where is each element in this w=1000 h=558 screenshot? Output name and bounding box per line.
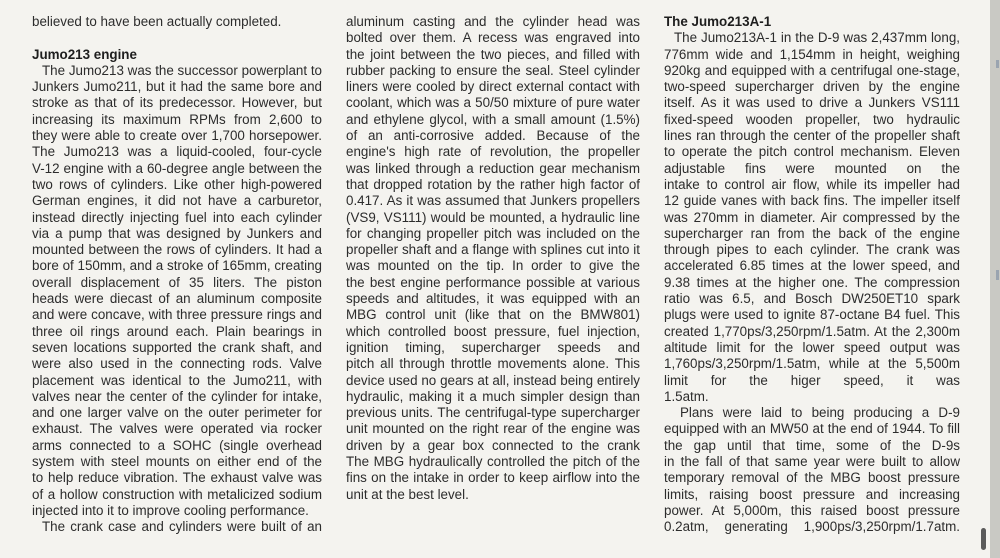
text-line: intake to control air flow, while its impeller had — [664, 176, 960, 192]
text-line: Junkers Jumo211, but it had the same bore and — [32, 79, 322, 95]
text-line: three oil rings around each. Plain bearings in — [32, 323, 322, 339]
text-line: mounted between the rows of cylinders. It had a — [32, 242, 322, 258]
text-line: arms connected to a SOHC (single overhead — [32, 437, 322, 453]
text-line: itself. As it was used to drive a Junkers VS111 — [664, 95, 960, 111]
text-line: fixed-speed wooden propeller, two hydraulic — [664, 111, 960, 127]
text-line: previous units. The centrifugal-type supercharger — [346, 405, 640, 421]
text-line: V-12 engine with a 60-degree angle between the — [32, 160, 322, 176]
text-line: 1.5atm. — [664, 388, 709, 404]
text-line: and were concave, with three pressure rings and — [32, 307, 322, 323]
text-line: The crank case and cylinders were built of an — [42, 519, 322, 535]
text-line: propeller shaft and a flange with splines cut into it — [346, 242, 640, 258]
text-line: unit mounted on the right rear of the engine was — [346, 421, 640, 437]
text-line: for changing propeller pitch was included on the — [346, 225, 640, 241]
text-line: were also used in the connecting rods. Valve — [32, 356, 322, 372]
text-line: of a hollow construction with metalicized sodium — [32, 486, 322, 502]
text-line: fins on the intake in order to keep airflow into the — [346, 470, 640, 486]
text-line: to help reduce vibration. The exhaust valve was — [32, 470, 322, 486]
text-line: 0.417. As it was assumed that Junkers propellers — [346, 193, 640, 209]
text-line: via a pump that was designed by Junkers and — [32, 225, 322, 241]
text-line: liners were cooled by direct external contact with — [346, 79, 640, 95]
text-line: The MBG hydraulically controlled the pitch of the — [346, 454, 640, 470]
text-line: injected into it to improve cooling performance. — [32, 502, 309, 518]
text-line: system with steel mounts on either end of the — [32, 454, 322, 470]
text-line: the best engine performance possible at various — [346, 274, 640, 290]
text-line: the gap until that time, some of the D-9s — [664, 437, 960, 453]
text-line: two-speed supercharger driven by the engine — [664, 79, 960, 95]
text-column-1 — [32, 14, 322, 536]
text-line: engine's high rate of revolution, the propeller — [346, 144, 640, 160]
text-line: was linked through a reduction gear mechanism — [346, 160, 640, 176]
text-line: 776mm wide and 1,154mm in height, weighing — [664, 46, 960, 62]
text-line: that dropped rotation by the rather high factor of — [346, 176, 640, 192]
section-heading: The Jumo213A-1 — [664, 14, 772, 29]
text-line: equipped with an MW50 at the end of 1944. To fill — [664, 421, 960, 437]
text-line: lines ran through the center of the propeller shaft — [664, 128, 960, 144]
edge-marker — [996, 60, 999, 68]
text-line: 12 guide vanes with back fins. The impeller itself — [664, 193, 960, 209]
text-line: rubber packing to ensure the seal. Steel cylinder — [346, 62, 640, 78]
text-line: which controlled boost pressure, fuel injection, — [346, 323, 640, 339]
text-line: The Jumo213 was the successor powerplant to — [42, 62, 322, 78]
text-line: stroke as that of its predecessor. However, but — [32, 95, 322, 111]
text-line: unit at the best level. — [346, 486, 469, 502]
text-line: ratio was 6.5, and Bosch DW250ET10 spark — [664, 291, 960, 307]
text-column-3 — [664, 14, 960, 536]
text-line: believed to have been actually completed. — [32, 14, 282, 29]
text-line: hydraulic, making it a much simpler design than — [346, 388, 640, 404]
text-line: heads were diecast of an aluminum composite — [32, 291, 322, 307]
text-line: in the fall of that same year were built to allow — [664, 454, 960, 470]
text-line: was mounted on the tip. In order to give the — [346, 258, 640, 274]
text-line: and one larger valve on the outer perimeter for — [32, 405, 322, 421]
text-line: The Jumo213A-1 in the D-9 was 2,437mm long, — [674, 30, 960, 46]
text-line: (VS9, VS111) would be mounted, a hydraulic line — [346, 209, 640, 225]
text-line: overall displacement of 35 liters. The piston — [32, 274, 322, 290]
text-line: pitch all through throttle movements alone. This — [346, 356, 640, 372]
text-line: was 270mm in diameter. Air compressed by the — [664, 209, 960, 225]
text-line: exhaust. The valves were operated via rocker — [32, 421, 322, 437]
text-line: and ethylene glycol, with a small amount (1.5%) — [346, 111, 640, 127]
paragraph-gap — [32, 30, 322, 46]
text-line: 0.2atm, generating 1,900ps/3,250rpm/1.7atm. — [664, 519, 960, 535]
text-line: through pipes to each cylinder. The crank was — [664, 242, 960, 258]
text-line: coolant, which was a 50/50 mixture of pure water — [346, 95, 640, 111]
text-line: increasing its maximum RPMs from 2,600 to — [32, 111, 322, 127]
text-line: seven locations supported the crank shaft, and — [32, 339, 322, 355]
text-column-2 — [346, 14, 640, 503]
text-line: 920kg and equipped with a centrifugal one-stage, — [664, 62, 960, 78]
text-line: created 1,770ps/3,250rpm/1.5atm. At the 2,300m — [664, 323, 960, 339]
text-line: limits, raising boost pressure and increasing — [664, 486, 960, 502]
text-line: speeds and altitudes, it was equipped with an — [346, 291, 640, 307]
text-line: temporary removal of the MBG boost pressure — [664, 470, 960, 486]
text-line: of an anti-corrosive added. Because of the — [346, 128, 640, 144]
text-line: plugs were used to ignite 87-octane B4 fuel. This — [664, 307, 960, 323]
text-line: two rows of cylinders. Like other high-powered — [32, 176, 322, 192]
text-line: MBG control unit (like that on the BMW801) — [346, 307, 640, 323]
text-line: limit for the higer speed, it was — [664, 372, 960, 388]
text-line: the joint between the two pieces, and filled with — [346, 46, 640, 62]
text-line: bolted over them. A recess was engraved into — [346, 30, 640, 46]
text-line: adjustable fins were mounted on the — [664, 160, 960, 176]
text-line: power. At 5,000m, this raised boost pressure — [664, 502, 960, 518]
text-line: valves near the center of the cylinder for intake, — [32, 388, 322, 404]
text-line: aluminum casting and the cylinder head was — [346, 14, 640, 29]
text-line: they were able to create over 1,700 horsepower. — [32, 128, 322, 144]
text-line: to operate the pitch control mechanism. Eleven — [664, 144, 960, 160]
text-line: German engines, it did not have a carburetor, — [32, 193, 322, 209]
text-line: driven by a gear box connected to the crank — [346, 437, 640, 453]
text-line: 1,760ps/3,250rpm/1.5atm, while at the 5,500m — [664, 356, 960, 372]
text-line: device used no gears at all, instead being entirely — [346, 372, 640, 388]
text-line: 9.38 times at the higher one. The compression — [664, 274, 960, 290]
text-line: bore of 150mm, and a stroke of 165mm, creating — [32, 258, 322, 274]
scroll-thumb[interactable] — [981, 528, 986, 550]
section-heading: Jumo213 engine — [32, 46, 137, 62]
text-line: placement was identical to the Jumo211, with — [32, 372, 322, 388]
edge-marker — [996, 270, 999, 280]
text-line: The Jumo213 was a liquid-cooled, four-cycle — [32, 144, 322, 160]
text-line: ignition timing, supercharger speeds and — [346, 339, 640, 355]
text-line: altitude limit for the lower speed output was — [664, 339, 960, 355]
text-line: supercharger ran from the back of the engine — [664, 225, 960, 241]
text-line: instead directly injecting fuel into each cylinder — [32, 209, 322, 225]
text-line: accelerated 6.85 times at the lower speed, and — [664, 258, 960, 274]
text-line: Plans were laid to being producing a D-9 — [680, 405, 960, 421]
